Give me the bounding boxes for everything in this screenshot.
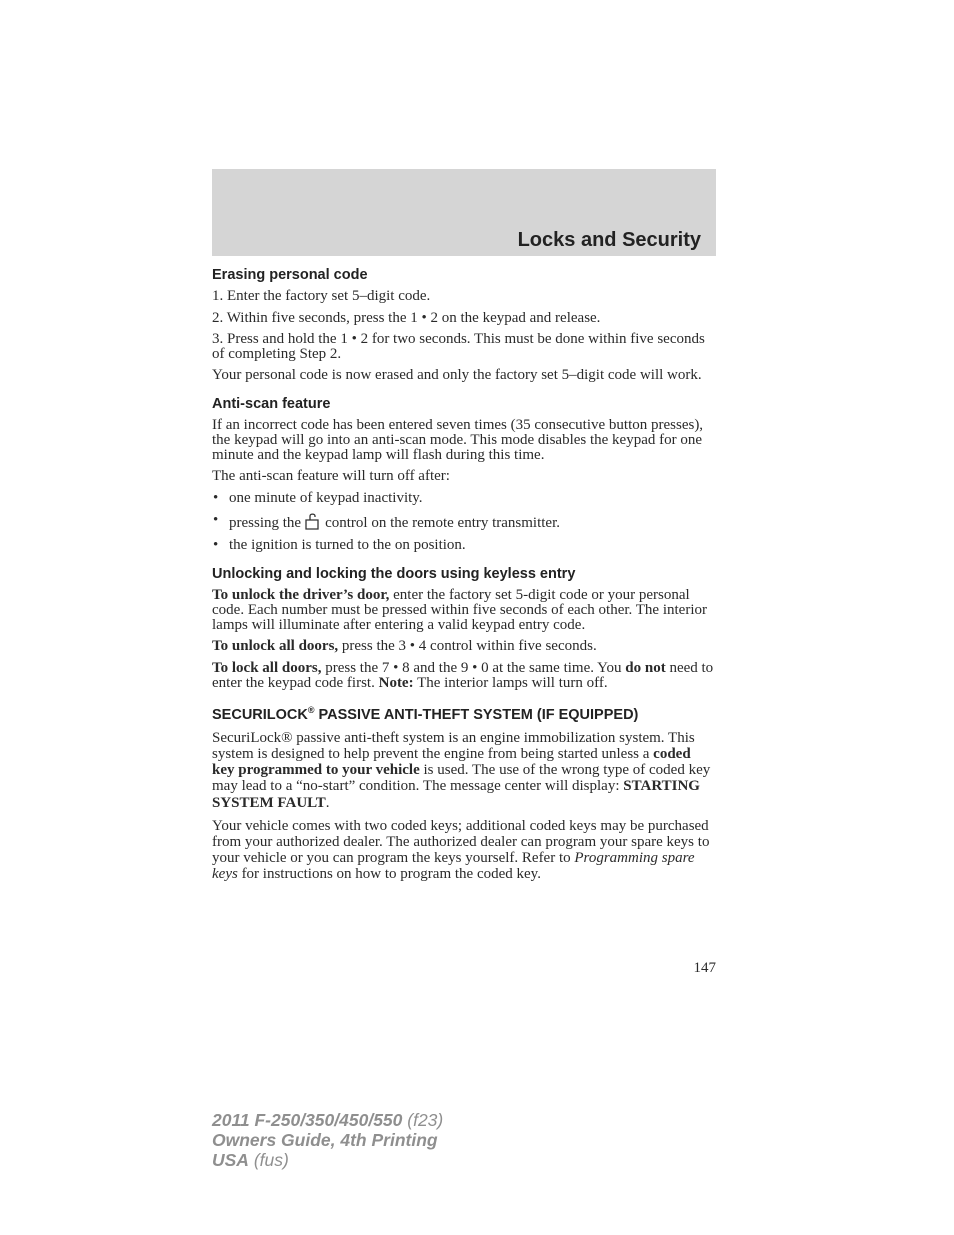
securilock-p1-bold-1: coded key programmed to your vehicle <box>212 746 691 779</box>
keyless-p1-text: enter the factory set 5-digit code or your personal code. Each number must be pressed within five seconds of each other. The interior lamps will illuminate after entering a valid keypad entry code. <box>212 587 707 633</box>
keyless-paragraph-1 <box>212 588 716 633</box>
securilock-p1-text-a: SecuriLock® passive anti-theft system is an engine immobilization system. This system is designed to help prevent the engine from being started unless a <box>212 729 695 763</box>
bullet-text: the ignition is turned to the on position. <box>229 537 466 553</box>
securilock-p1-bold-2: STARTING SYSTEM FAULT <box>212 778 700 811</box>
list-item <box>212 512 716 531</box>
heading-erasing-personal-code: Erasing personal code <box>212 267 368 283</box>
heading-anti-scan-feature: Anti-scan feature <box>212 396 331 412</box>
keyless-p3-text-2: need to enter the keypad code first. <box>212 660 714 691</box>
footer-model: 2011 F-250/350/450/550 <box>212 1110 403 1130</box>
erasing-note: Your personal code is now erased and only the factory set 5–digit code will work. <box>212 367 702 383</box>
securilock-p2-text-a: Your vehicle comes with two coded keys; additional coded keys may be purchased from your authorized dealer. The authorized dealer can program your spare keys to your vehicle or you can program the keys yourself. Refer to <box>212 817 710 867</box>
keyless-p3-bold-2: do not <box>625 660 666 676</box>
keyless-p3-bold-3: Note: <box>378 675 414 691</box>
footer-line-1 <box>212 1110 443 1130</box>
securilock-p1-text-b: is used. The use of the wrong type of coded key may lead to a “no-start” condition. The message center will display: <box>212 762 711 795</box>
securilock-p2-text-b: for instructions on how to program the coded key. <box>237 866 541 883</box>
footer-guide: Owners Guide, 4th Printing <box>212 1130 438 1150</box>
securilock-p2-italic: Programming spare keys <box>212 850 695 883</box>
antiscan-paragraph-1: If an incorrect code has been entered seven times (35 consecutive button presses), the keypad will go into an anti-scan mode. This mode disables the keypad for one minute and the keypad lamp will flash during this time. <box>212 417 704 463</box>
unlock-icon <box>303 512 321 530</box>
bullet-text-pre: pressing the <box>229 515 302 531</box>
footer-line-3 <box>212 1150 443 1170</box>
heading-keyless-entry: Unlocking and locking the doors using keyless entry <box>212 566 576 582</box>
keyless-p1-bold: To unlock the driver’s door, <box>212 587 390 603</box>
securilock-heading-post: PASSIVE ANTI-THEFT SYSTEM (IF EQUIPPED) <box>314 706 639 723</box>
antiscan-bullet-list <box>212 490 716 553</box>
heading-securilock <box>212 705 716 723</box>
document-footer <box>212 1110 443 1170</box>
keyless-p3-text-1: press the 7 • 8 and the 9 • 0 at the same time. You <box>321 660 626 676</box>
bullet-text: one minute of keypad inactivity. <box>229 490 423 506</box>
keyless-paragraph-2 <box>212 639 716 654</box>
securilock-paragraph-1 <box>212 730 716 811</box>
securilock-paragraph-2 <box>212 818 716 883</box>
footer-model-code: (f23) <box>402 1110 444 1130</box>
footer-region-code: (fus) <box>248 1150 289 1170</box>
page-content <box>212 267 716 883</box>
keyless-paragraph-3 <box>212 661 716 691</box>
antiscan-paragraph-2: The anti-scan feature will turn off after: <box>212 468 450 484</box>
securilock-heading-pre: SECURILOCK <box>212 706 308 723</box>
keyless-p3-bold-1: To lock all doors, <box>212 660 322 676</box>
registered-mark: ® <box>307 705 315 715</box>
erasing-step-2: 2. Within five seconds, press the 1 • 2 on the keypad and release. <box>212 310 601 326</box>
securilock-p1-text-c: . <box>325 794 330 811</box>
footer-region: USA <box>212 1150 249 1170</box>
page-number: 147 <box>693 960 716 976</box>
erasing-step-1: 1. Enter the factory set 5–digit code. <box>212 288 431 304</box>
list-item <box>212 490 716 506</box>
keyless-p2-bold: To unlock all doors, <box>212 638 339 654</box>
footer-line-2 <box>212 1130 443 1150</box>
keyless-p2-text: press the 3 • 4 control within five seconds. <box>338 638 597 654</box>
page-title: Locks and Security <box>517 229 701 251</box>
keyless-p3-text-3: The interior lamps will turn off. <box>413 675 608 691</box>
section-header-band <box>212 169 716 256</box>
erasing-step-3: 3. Press and hold the 1 • 2 for two seconds. This must be done within five seconds of completing Step 2. <box>212 331 705 362</box>
list-item <box>212 537 716 553</box>
bullet-text-post: control on the remote entry transmitter. <box>325 515 561 531</box>
